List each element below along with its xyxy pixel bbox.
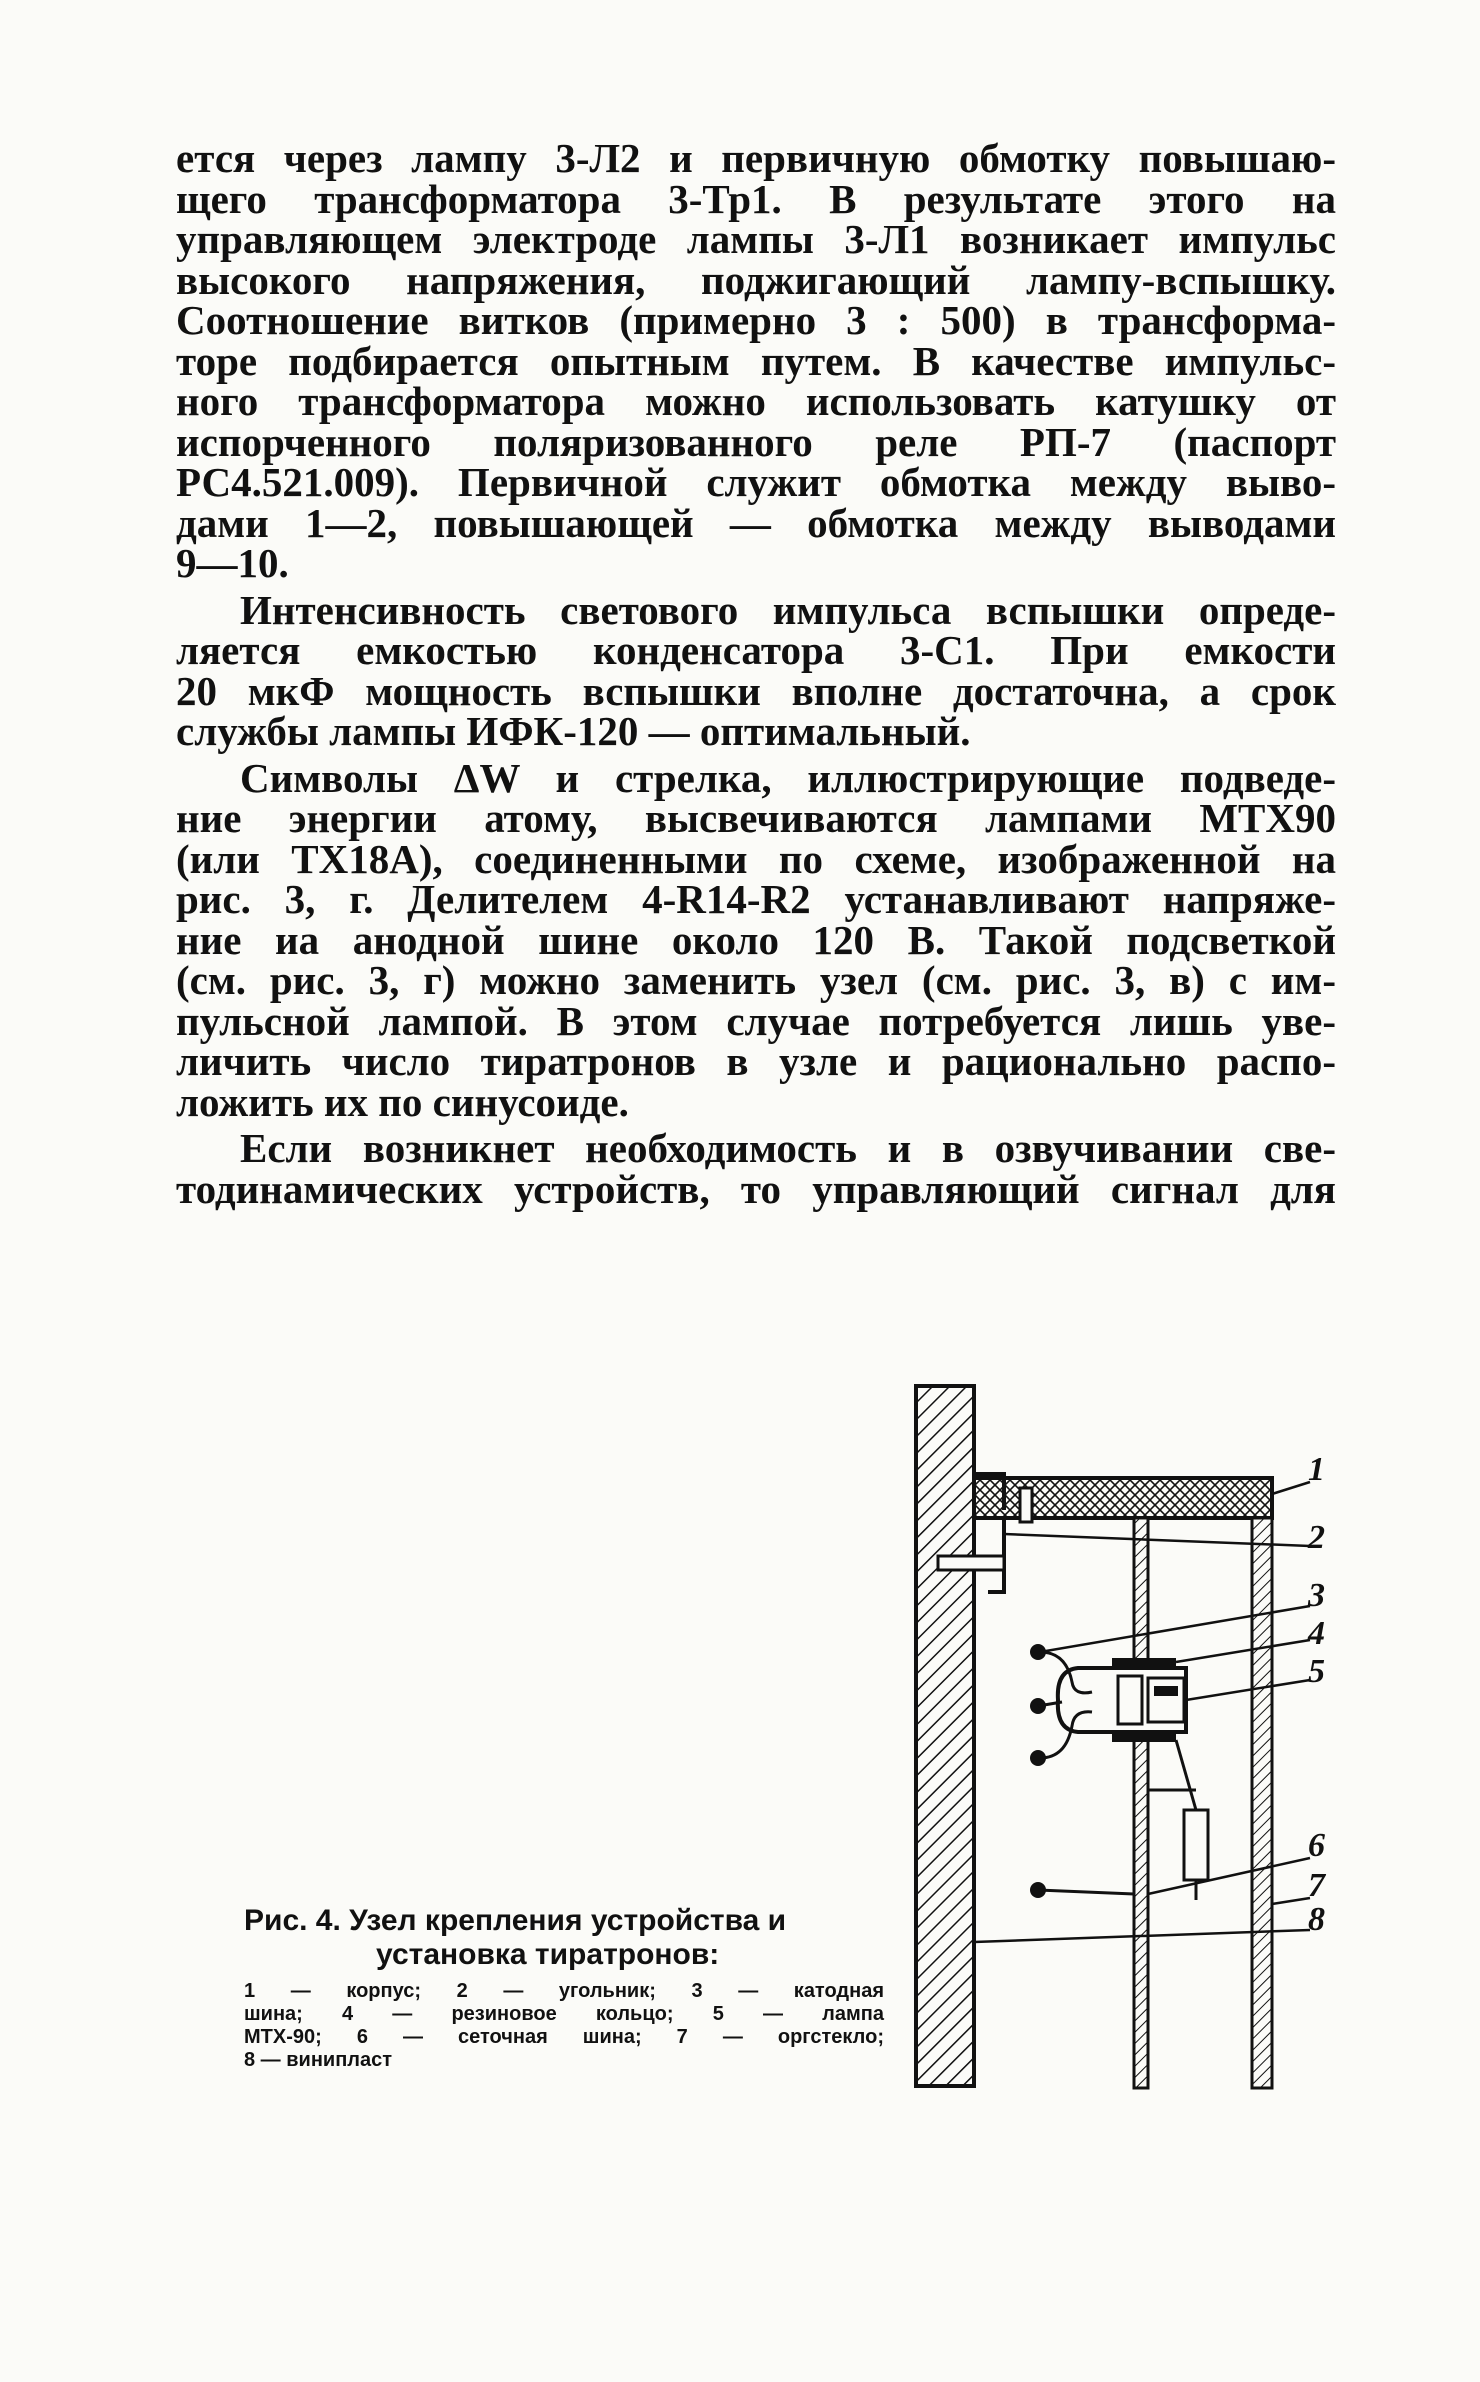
text-line: торе подбирается опытным путем. В качестве импульс-: [176, 337, 1336, 384]
text-line: ние энергии атому, высвечиваются лампами МТХ90: [176, 795, 1336, 841]
label-2: 2: [1308, 1519, 1325, 1556]
legend-line: 8 — винипласт: [244, 2049, 393, 2071]
text-line: дами 1—2, повышающей — обмотка между выводами: [176, 499, 1336, 546]
rubber-ring-lower: [1112, 1732, 1176, 1742]
text-line: рис. 3, г. Делителем 4-R14-R2 устанавливают напряже-: [176, 876, 1336, 922]
figure-caption: [244, 1904, 884, 2072]
resistor-lead: [1176, 1740, 1196, 1810]
paragraph-4: [176, 1125, 1336, 1212]
vertical-bus: [1134, 1518, 1148, 2088]
text-line: тодинамических устройств, то управляющий сигнал для: [176, 1165, 1336, 1212]
legend-line: МТХ-90; 6 — сеточная шина; 7 — оргстекло;: [244, 2026, 884, 2048]
caption-title: [244, 1904, 884, 1972]
label-3: 3: [1308, 1577, 1325, 1614]
legend-line: шина; 4 — резиновое кольцо; 5 — лампа: [244, 2003, 884, 2025]
legend-line: 1 — корпус; 2 — угольник; 3 — катодная: [244, 1980, 884, 2002]
text-line: Символы ΔW и стрелка, иллюстрирующие подведе-: [240, 754, 1336, 801]
text-line: управляющем электроде лампы 3-Л1 возникает импульс: [176, 216, 1336, 262]
text-line: (или ТХ18А), соединенными по схеме, изображенной на: [176, 835, 1336, 882]
rubber-ring: [1112, 1658, 1176, 1668]
leader-line: [1272, 1898, 1310, 1904]
label-7: 7: [1308, 1867, 1325, 1904]
text-line: Если возникнет необходимость и в озвучивании све-: [240, 1125, 1336, 1171]
lamp-electrode: [1118, 1676, 1142, 1724]
text-line: ется через лампу 3-Л2 и первичную обмотку повышаю-: [176, 135, 1336, 181]
text-line: щего трансформатора 3-Тр1. В результате этого на: [176, 175, 1336, 222]
label-6: 6: [1308, 1827, 1325, 1864]
text-line: ние иа анодной шине около 120 В. Такой подсветкой: [176, 916, 1336, 963]
label-1: 1: [1308, 1451, 1325, 1488]
text-line: службы лампы ИФК-120 — оптимальный.: [176, 708, 971, 754]
paragraph-2: [176, 586, 1336, 754]
caption-title-line: установка тиратронов:: [376, 1938, 720, 1971]
resistor: [1184, 1810, 1208, 1880]
figure-mounting-diagram: [880, 1370, 1340, 2110]
screw: [938, 1556, 1004, 1570]
leader-line: [1272, 1482, 1310, 1494]
screw-top: [1020, 1488, 1032, 1522]
text-line: испорченного поляризованного реле РП-7 (паспорт: [176, 418, 1336, 465]
text-line: высокого напряжения, поджигающий лампу-вспышку.: [176, 256, 1336, 303]
paragraph-1: [176, 135, 1336, 586]
leader-line: [1176, 1640, 1310, 1662]
leader-line: [1186, 1680, 1310, 1700]
text-line: 20 мкФ мощность вспышки вполне достаточна, а срок: [176, 667, 1336, 714]
text-line: Соотношение витков (примерно 3 : 500) в трансформа-: [176, 297, 1336, 343]
body-text: [176, 135, 1336, 1215]
text-line: ложить их по синусоиде.: [176, 1078, 629, 1125]
housing-wall: [916, 1386, 974, 2086]
text-line: Интенсивность светового импульса вспышки опреде-: [240, 586, 1336, 633]
text-line: (см. рис. 3, г) можно заменить узел (см. рис. 3, в) с им-: [176, 957, 1336, 1003]
text-line: ного трансформатора можно использовать катушку от: [176, 378, 1336, 424]
lamp-filament: [1154, 1686, 1178, 1696]
label-8: 8: [1308, 1901, 1325, 1938]
leader-line: [1148, 1858, 1310, 1894]
text-line: пульсной лампой. В этом случае потребуется лишь уве-: [176, 997, 1336, 1044]
label-5: 5: [1308, 1653, 1325, 1690]
right-panel: [1252, 1518, 1272, 2088]
text-line: личить число тиратронов в узле и рационально распо-: [176, 1038, 1336, 1084]
terminal-dot: [1030, 1750, 1046, 1766]
text-line: РС4.521.009). Первичной служит обмотка между выво-: [176, 459, 1336, 505]
text-line: ляется емкостью конденсатора 3-С1. При емкости: [176, 627, 1336, 673]
text-line: 9—10.: [176, 540, 289, 586]
grid-bus-wire: [1038, 1890, 1134, 1894]
caption-title-line: Рис. 4. Узел крепления устройства и: [244, 1904, 787, 1937]
caption-legend: [244, 1980, 884, 2072]
lamp-element: [1148, 1678, 1184, 1722]
paragraph-3: [176, 754, 1336, 1125]
label-4: 4: [1308, 1615, 1325, 1652]
